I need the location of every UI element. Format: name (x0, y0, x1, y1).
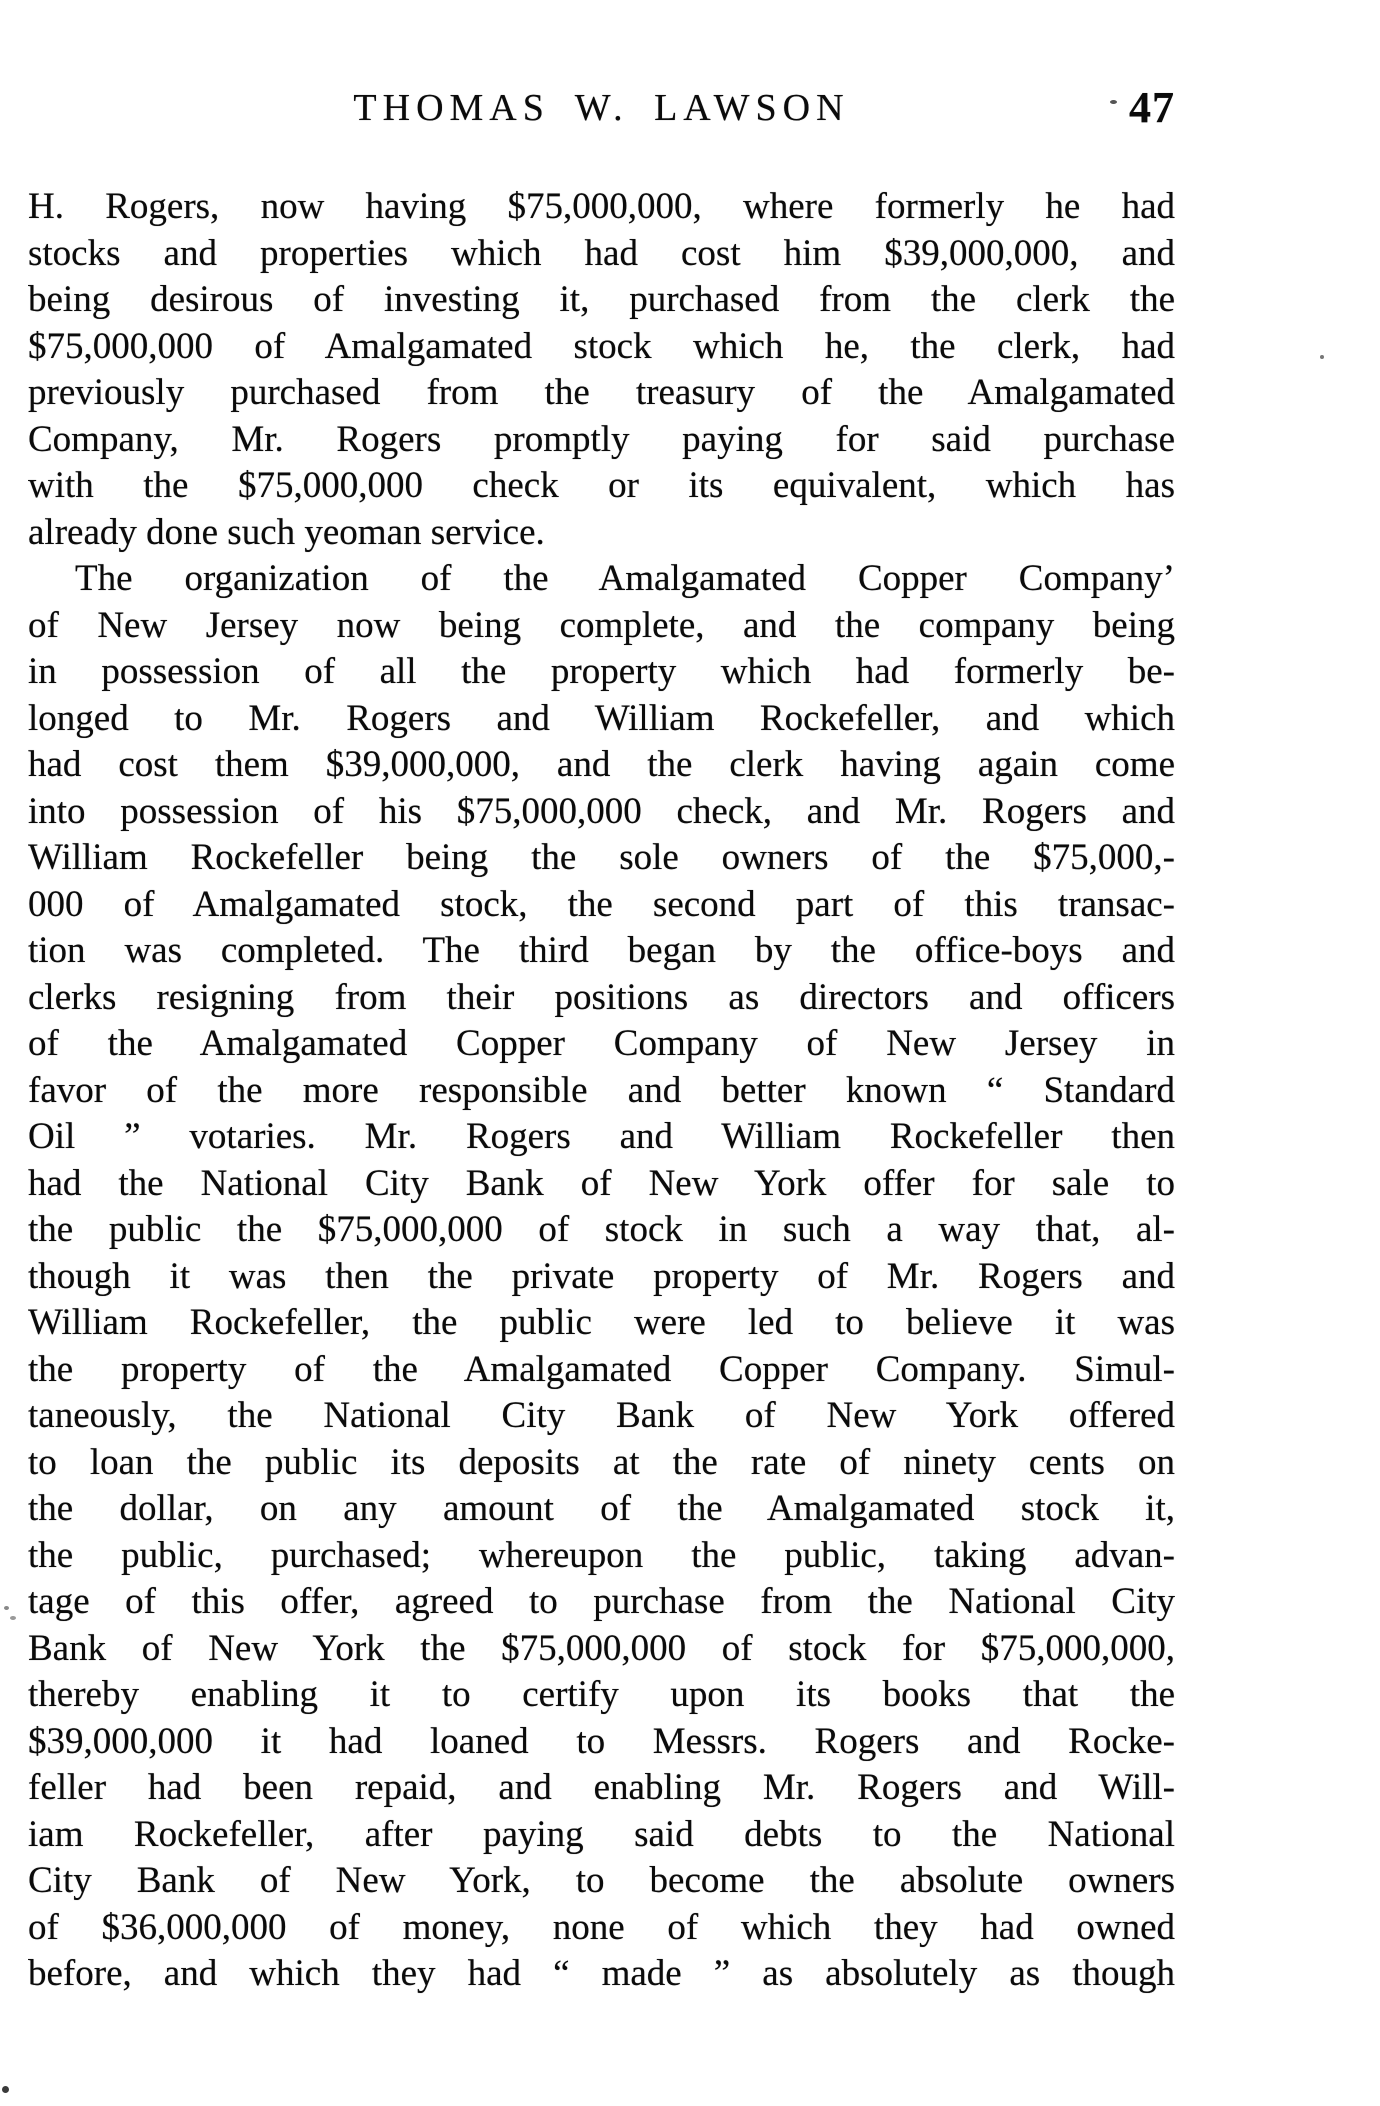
body-text (28, 184, 1175, 1998)
text-line: William Rockefeller, the public were led to believe it was (28, 1302, 1175, 1343)
text-line: iam Rockefeller, after paying said debts to the National (28, 1813, 1175, 1855)
text-line: $39,000,000 it had loaned to Messrs. Rogers and Rocke- (28, 1720, 1175, 1762)
text-line: thereby enabling it to certify upon its books that the (28, 1674, 1175, 1715)
text-line: to loan the public its deposits at the rate of ninety cents on (28, 1441, 1175, 1483)
text-line: taneously, the National City Bank of New York offered (28, 1395, 1175, 1436)
text-line: Company, Mr. Rogers promptly paying for said purchase (28, 418, 1175, 460)
text-line: the public the $75,000,000 of stock in such a way that, al- (28, 1209, 1175, 1250)
text-line: of New Jersey now being complete, and the company being (28, 604, 1175, 646)
text-line: before, and which they had “ made ” as absolutely as though (28, 1953, 1175, 1994)
text-line: H. Rogers, now having $75,000,000, where formerly he had (28, 186, 1175, 227)
text-line: The organization of the Amalgamated Copper Company’ (75, 558, 1175, 599)
scan-artifact (1110, 100, 1117, 104)
text-line: City Bank of New York, to become the absolute owners (28, 1860, 1175, 1901)
text-line: clerks resigning from their positions as directors and officers (28, 976, 1175, 1018)
text-line: stocks and properties which had cost him $39,000,000, and (28, 232, 1175, 274)
text-line: the property of the Amalgamated Copper Company. Simul- (28, 1348, 1175, 1390)
text-line: 000 of Amalgamated stock, the second part of this transac- (28, 883, 1175, 925)
text-line: the dollar, on any amount of the Amalgamated stock it, (28, 1488, 1175, 1529)
text-line: though it was then the private property of Mr. Rogers and (28, 1255, 1175, 1297)
text-line: already done such yeoman service. (28, 511, 545, 553)
text-line: $75,000,000 of Amalgamated stock which he, the clerk, had (28, 325, 1175, 367)
text-line: had the National City Bank of New York offer for sale to (28, 1162, 1175, 1204)
text-line: tion was completed. The third began by the office-boys and (28, 930, 1175, 971)
text-line: being desirous of investing it, purchased from the clerk the (28, 279, 1175, 320)
text-line: Bank of New York the $75,000,000 of stock for $75,000,000, (28, 1627, 1175, 1669)
text-line: had cost them $39,000,000, and the clerk having again come (28, 744, 1175, 785)
page-header (28, 85, 1175, 131)
text-line: into possession of his $75,000,000 check, and Mr. Rogers and (28, 790, 1175, 832)
text-line: of $36,000,000 of money, none of which they had owned (28, 1906, 1175, 1948)
text-line: Oil ” votaries. Mr. Rogers and William Rockefeller then (28, 1116, 1175, 1157)
scan-artifact (2, 2086, 9, 2093)
text-line: the public, purchased; whereupon the public, taking advan- (28, 1534, 1175, 1576)
text-line: William Rockefeller being the sole owners of the $75,000,- (28, 837, 1175, 878)
running-head-title: THOMAS W. LAWSON (353, 87, 850, 129)
text-line: longed to Mr. Rogers and William Rockefeller, and which (28, 697, 1175, 739)
text-line: with the $75,000,000 check or its equivalent, which has (28, 465, 1175, 506)
scan-artifact (10, 1616, 16, 1620)
text-line: favor of the more responsible and better known “ Standard (28, 1069, 1175, 1111)
page-number: 47 (1129, 83, 1175, 132)
text-line: of the Amalgamated Copper Company of New Jersey in (28, 1023, 1175, 1064)
text-line: feller had been repaid, and enabling Mr. Rogers and Will- (28, 1767, 1175, 1808)
text-line: previously purchased from the treasury of the Amalgamated (28, 372, 1175, 413)
scan-artifact (4, 1606, 9, 1610)
text-line: in possession of all the property which had formerly be- (28, 651, 1175, 692)
text-line: tage of this offer, agreed to purchase from the National City (28, 1581, 1175, 1622)
scan-artifact (1320, 355, 1324, 359)
